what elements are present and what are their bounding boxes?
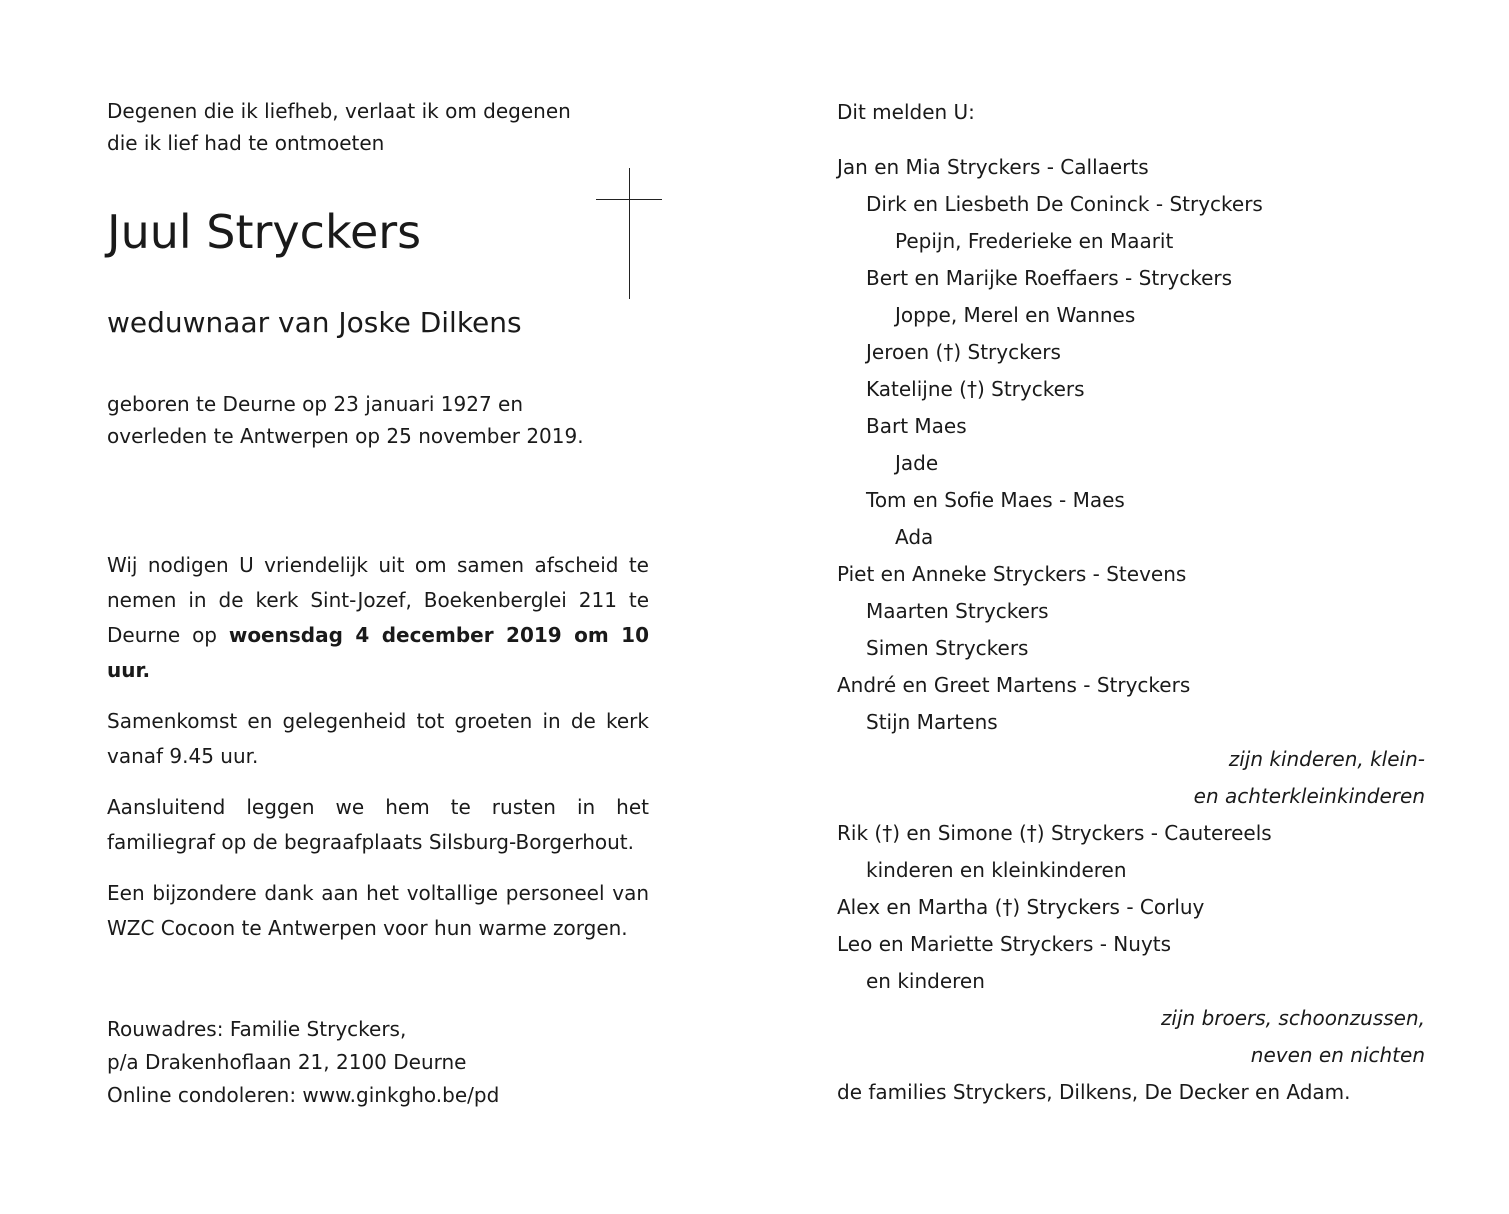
ceremony-details — [107, 548, 649, 962]
ceremony-date: woensdag 4 december 2019 om 10 uur. — [107, 623, 649, 682]
invitation-paragraph — [107, 548, 649, 688]
cross-horizontal-bar — [596, 199, 662, 200]
burial-paragraph: Aansluitend leggen we hem te rusten in het familiegraf op de begraafplaats Silsburg-Borgerhout. — [107, 795, 649, 854]
family-line: Jade — [895, 451, 939, 475]
family-line: Stijn Martens — [866, 710, 998, 734]
family-line: Maarten Stryckers — [866, 599, 1049, 623]
relation-label: zijn broers, schoonzussen, — [1160, 1006, 1425, 1030]
life-dates — [107, 388, 584, 452]
relation-label: zijn kinderen, klein- — [1228, 747, 1425, 771]
birth-line: geboren te Deurne op 23 januari 1927 en — [107, 392, 524, 416]
family-line: Rik (†) en Simone (†) Stryckers - Cautereels — [837, 821, 1272, 845]
address-line: Rouwadres: Familie Stryckers, — [107, 1017, 407, 1041]
mourning-address — [107, 1013, 499, 1112]
family-line: Bert en Marijke Roeffaers - Stryckers — [866, 266, 1233, 290]
invitation-text: Wij nodigen U vriendelijk uit om samen afscheid te nemen in de kerk Sint-Jozef, Boekenberglei 211 te Deurne op — [107, 553, 649, 647]
family-line: kinderen en kleinkinderen — [866, 858, 1127, 882]
address-line: p/a Drakenhoflaan 21, 2100 Deurne — [107, 1050, 467, 1074]
family-line: Katelijne (†) Stryckers — [866, 377, 1085, 401]
family-line: Piet en Anneke Stryckers - Stevens — [837, 562, 1187, 586]
quote-line: die ik lief had te ontmoeten — [107, 131, 385, 155]
relation-label: en achterkleinkinderen — [1193, 784, 1425, 808]
widower-line: weduwnaar van Joske Dilkens — [107, 306, 522, 339]
family-line: Dirk en Liesbeth De Coninck - Stryckers — [866, 192, 1263, 216]
family-list — [837, 96, 1425, 1111]
family-line: Leo en Mariette Stryckers - Nuyts — [837, 932, 1172, 956]
family-line: Joppe, Merel en Wannes — [895, 303, 1136, 327]
family-line: de families Stryckers, Dilkens, De Decker en Adam. — [837, 1080, 1351, 1104]
deceased-name: Juul Stryckers — [107, 205, 422, 259]
family-line: Alex en Martha (†) Stryckers - Corluy — [837, 895, 1205, 919]
family-intro: Dit melden U: — [837, 100, 975, 124]
family-line: André en Greet Martens - Stryckers — [837, 673, 1191, 697]
cross-icon — [596, 168, 662, 299]
family-line: Tom en Sofie Maes - Maes — [866, 488, 1125, 512]
quote-line: Degenen die ik liefheb, verlaat ik om degenen — [107, 99, 571, 123]
relation-label: neven en nichten — [1250, 1043, 1425, 1067]
family-line: en kinderen — [866, 969, 985, 993]
family-line: Ada — [895, 525, 934, 549]
gathering-paragraph: Samenkomst en gelegenheid tot groeten in de kerk vanaf 9.45 uur. — [107, 709, 649, 768]
family-line: Jeroen (†) Stryckers — [866, 340, 1061, 364]
family-line: Pepijn, Frederieke en Maarit — [895, 229, 1174, 253]
cross-vertical-bar — [629, 168, 630, 299]
family-line: Simen Stryckers — [866, 636, 1029, 660]
opening-quote — [107, 95, 649, 159]
condolence-line: Online condoleren: www.ginkgho.be/pd — [107, 1083, 500, 1107]
thanks-paragraph: Een bijzondere dank aan het voltallige personeel van WZC Cocoon te Antwerpen voor hun warme zorgen. — [107, 881, 649, 940]
death-line: overleden te Antwerpen op 25 november 2019. — [107, 424, 584, 448]
family-line: Jan en Mia Stryckers - Callaerts — [837, 155, 1149, 179]
family-line: Bart Maes — [866, 414, 967, 438]
